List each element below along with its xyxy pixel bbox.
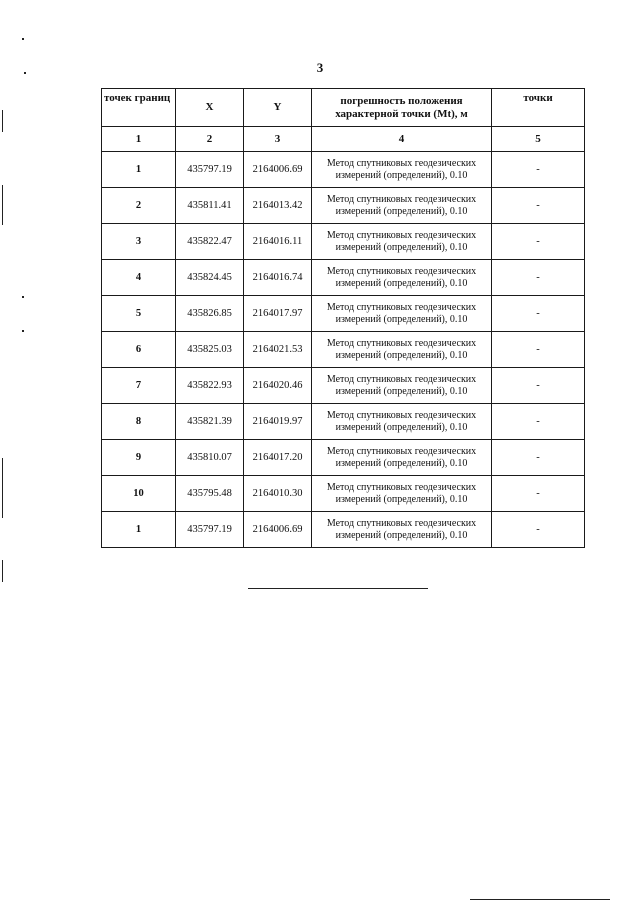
table-row [102,404,585,440]
table-row [102,332,585,368]
y-coordinate: 2164020.46 [244,368,312,404]
x-coordinate: 435810.07 [176,440,244,476]
header-accuracy: погрешность положения характерной точки (Mt), м [312,89,492,127]
point-description: - [492,188,585,224]
table-row [102,368,585,404]
point-number: 1 [102,512,176,548]
method-accuracy: Метод спутниковых геодезических измерений (определений), 0.10 [312,224,492,260]
y-coordinate: 2164006.69 [244,152,312,188]
x-coordinate: 435811.41 [176,188,244,224]
scan-dot [22,38,24,40]
point-description: - [492,404,585,440]
x-coordinate: 435824.45 [176,260,244,296]
method-accuracy: Метод спутниковых геодезических измерений (определений), 0.10 [312,260,492,296]
table-row [102,152,585,188]
y-coordinate: 2164013.42 [244,188,312,224]
method-accuracy: Метод спутниковых геодезических измерений (определений), 0.10 [312,188,492,224]
x-coordinate: 435822.93 [176,368,244,404]
x-coordinate: 435795.48 [176,476,244,512]
point-number: 10 [102,476,176,512]
x-coordinate: 435797.19 [176,152,244,188]
y-coordinate: 2164019.97 [244,404,312,440]
page-number: 3 [316,60,324,75]
point-number: 4 [102,260,176,296]
y-coordinate: 2164016.11 [244,224,312,260]
point-description: - [492,368,585,404]
point-number: 5 [102,296,176,332]
x-coordinate: 435826.85 [176,296,244,332]
method-accuracy: Метод спутниковых геодезических измерений (определений), 0.10 [312,512,492,548]
point-description: - [492,260,585,296]
point-number: 6 [102,332,176,368]
point-number: 9 [102,440,176,476]
column-number: 2 [176,127,244,152]
header-row [102,89,585,127]
column-number: 1 [102,127,176,152]
scan-line [2,185,3,225]
scan-dot [22,296,24,298]
y-coordinate: 2164016.74 [244,260,312,296]
point-number: 3 [102,224,176,260]
point-description: - [492,512,585,548]
table-row [102,224,585,260]
table-row [102,260,585,296]
y-coordinate: 2164017.97 [244,296,312,332]
column-number: 3 [244,127,312,152]
point-description: - [492,332,585,368]
y-coordinate: 2164021.53 [244,332,312,368]
point-description: - [492,296,585,332]
header-x: X [176,89,244,127]
y-coordinate: 2164006.69 [244,512,312,548]
y-coordinate: 2164010.30 [244,476,312,512]
scan-line [2,110,3,132]
method-accuracy: Метод спутниковых геодезических измерений (определений), 0.10 [312,440,492,476]
coordinates-table [101,88,585,548]
method-accuracy: Метод спутниковых геодезических измерений (определений), 0.10 [312,368,492,404]
header-y: Y [244,89,312,127]
point-description: - [492,440,585,476]
point-number: 1 [102,152,176,188]
x-coordinate: 435825.03 [176,332,244,368]
point-description: - [492,224,585,260]
method-accuracy: Метод спутниковых геодезических измерений (определений), 0.10 [312,296,492,332]
point-description: - [492,152,585,188]
scan-line [2,458,3,518]
method-accuracy: Метод спутниковых геодезических измерений (определений), 0.10 [312,152,492,188]
x-coordinate: 435821.39 [176,404,244,440]
column-number: 4 [312,127,492,152]
end-rule [248,588,428,589]
x-coordinate: 435797.19 [176,512,244,548]
table-row [102,188,585,224]
column-number: 5 [492,127,585,152]
table-row [102,512,585,548]
scan-dot [22,330,24,332]
point-number: 8 [102,404,176,440]
method-accuracy: Метод спутниковых геодезических измерений (определений), 0.10 [312,332,492,368]
column-number-row [102,127,585,152]
x-coordinate: 435822.47 [176,224,244,260]
header-point-description: точки [492,89,585,127]
method-accuracy: Метод спутниковых геодезических измерений (определений), 0.10 [312,476,492,512]
scan-line [470,899,610,900]
point-number: 2 [102,188,176,224]
header-point-boundaries: точек границ [102,89,176,127]
point-number: 7 [102,368,176,404]
table-row [102,476,585,512]
table-row [102,440,585,476]
table-row [102,296,585,332]
point-description: - [492,476,585,512]
method-accuracy: Метод спутниковых геодезических измерений (определений), 0.10 [312,404,492,440]
y-coordinate: 2164017.20 [244,440,312,476]
scan-line [2,560,3,582]
